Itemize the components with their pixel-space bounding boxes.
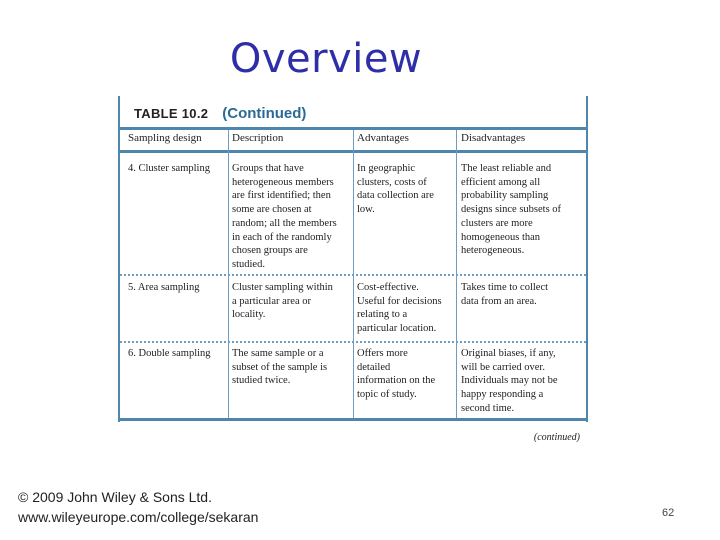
- table-continued-label: (Continued): [222, 104, 307, 122]
- row-area-disadvantages: Takes time to collect data from an area.: [461, 282, 549, 307]
- row-area-description: Cluster sampling within a particular area or locality.: [232, 282, 333, 321]
- column-divider: [456, 130, 457, 418]
- table-label: TABLE 10.2: [134, 105, 209, 121]
- continued-note: (continued): [533, 432, 580, 443]
- row-area-advantages: Cost-effective. Useful for decisions relating to a particular location.: [357, 282, 442, 335]
- header-advantages: Advantages: [357, 132, 409, 144]
- footer-url: www.wileyeurope.com/college/sekaran: [18, 509, 259, 525]
- row-cluster-description: Groups that have heterogeneous members are first identified; then some are chosen at random; all the members in each of the randomly chosen groups are studied.: [232, 163, 337, 270]
- row-cluster-advantages: In geographic clusters, costs of data collection are low.: [357, 163, 434, 216]
- row-cluster-disadvantages: The least reliable and efficient among all probability sampling designs since subsets of clusters are more homogeneous than heterogeneous.: [461, 163, 562, 257]
- table-bottom-rule: [120, 418, 586, 421]
- row-double-description: The same sample or a subset of the sample is studied twice.: [232, 348, 328, 387]
- slide-title: Overview: [229, 36, 423, 82]
- column-divider: [353, 130, 354, 418]
- row-double-advantages: Offers more detailed information on the topic of study.: [357, 348, 436, 401]
- table-frame-right: [586, 96, 588, 422]
- header-sampling-design: Sampling design: [128, 132, 202, 144]
- row-double-design: 6. Double sampling: [128, 348, 211, 359]
- row-cluster-design: 4. Cluster sampling: [128, 163, 210, 174]
- footer-copyright: © 2009 John Wiley & Sons Ltd.: [18, 489, 212, 505]
- page-number: 62: [662, 507, 675, 519]
- row-area-design: 5. Area sampling: [128, 282, 200, 293]
- header-disadvantages: Disadvantages: [461, 132, 526, 144]
- header-description: Description: [232, 132, 284, 144]
- table-figure: [118, 96, 588, 450]
- column-divider: [228, 130, 229, 418]
- table-frame-left: [118, 96, 120, 422]
- table-caption: [122, 102, 306, 124]
- row-double-disadvantages: Original biases, if any, will be carried over. Individuals may not be happy responding a second time.: [461, 348, 558, 414]
